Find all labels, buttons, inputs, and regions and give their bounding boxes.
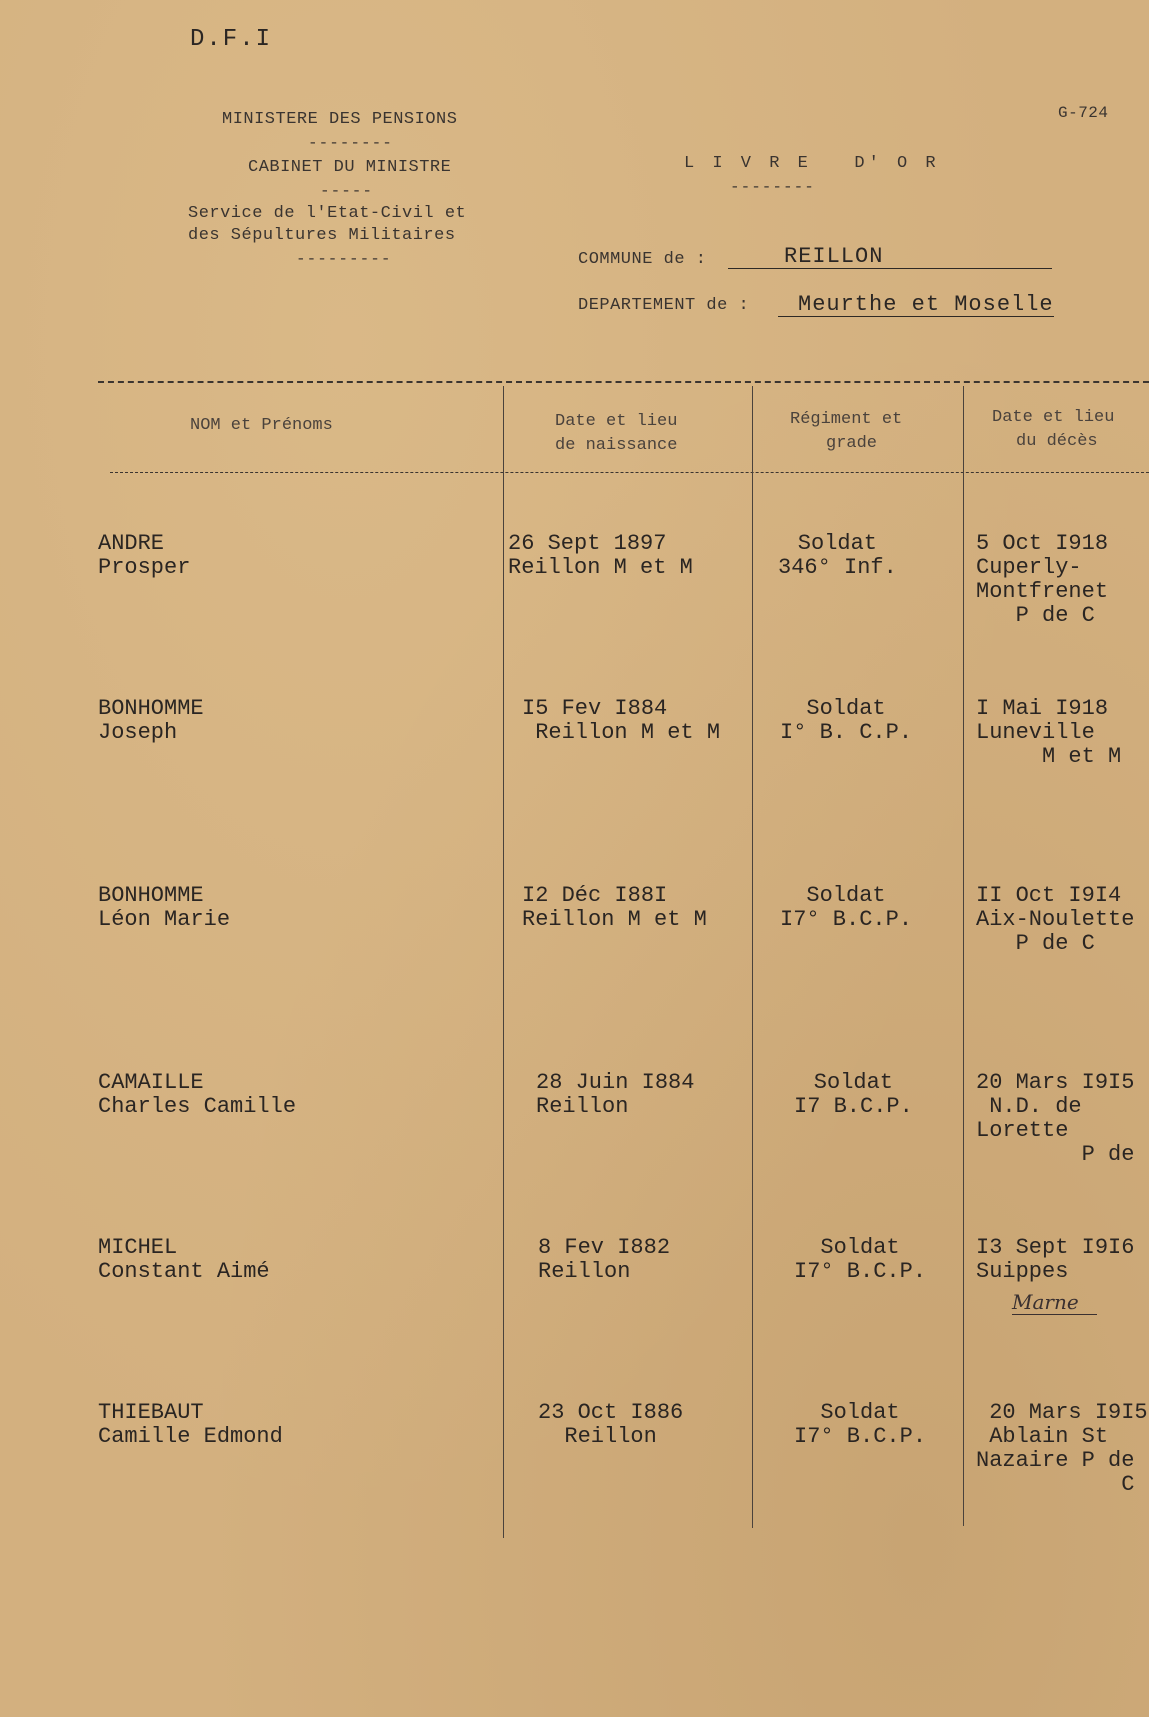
- table-row-death: I3 Sept I9I6 Suippes: [976, 1235, 1135, 1284]
- table-row-birth: I2 Déc I88I Reillon M et M: [522, 883, 707, 932]
- divider: -----: [320, 182, 374, 200]
- table-row-name: MICHEL Constant Aimé: [98, 1235, 270, 1284]
- table-row-regiment: Soldat I7 B.C.P.: [794, 1070, 913, 1119]
- table-row-birth: 26 Sept 1897 Reillon M et M: [508, 531, 693, 580]
- header-death-2: du décès: [1016, 432, 1098, 451]
- table-row-regiment: Soldat I7° B.C.P.: [794, 1400, 927, 1449]
- commune-value: REILLON: [784, 244, 884, 269]
- service-line-2: des Sépultures Militaires: [188, 226, 456, 245]
- handwritten-annotation: Marne: [1012, 1290, 1097, 1315]
- column-divider-2: [752, 386, 753, 1528]
- table-row-name: BONHOMME Léon Marie: [98, 883, 231, 932]
- table-row-birth: 28 Juin I884 Reillon: [536, 1070, 695, 1119]
- table-row-regiment: Soldat I° B. C.P.: [780, 696, 913, 745]
- book-title: L I V R E D' O R: [684, 154, 940, 173]
- reference-number: G-724: [1058, 104, 1109, 122]
- table-row-name: THIEBAUT Camille Edmond: [98, 1400, 283, 1449]
- table-row-name: ANDRE Prosper: [98, 531, 191, 580]
- header-regiment-1: Régiment et: [790, 410, 903, 429]
- table-header-rule: [110, 472, 1149, 473]
- column-divider-1: [503, 386, 504, 1538]
- departement-label: DEPARTEMENT de :: [578, 296, 750, 315]
- table-row-regiment: Soldat I7° B.C.P.: [794, 1235, 927, 1284]
- table-row-birth: 23 Oct I886 Reillon: [538, 1400, 684, 1449]
- column-divider-3: [963, 386, 964, 1526]
- ministry-title: MINISTERE DES PENSIONS: [222, 110, 458, 129]
- header-death-1: Date et lieu: [992, 408, 1115, 427]
- table-top-rule: [98, 381, 1149, 383]
- service-line-1: Service de l'Etat-Civil et: [188, 204, 467, 223]
- divider: --------: [308, 134, 393, 152]
- table-row-birth: I5 Fev I884 Reillon M et M: [522, 696, 721, 745]
- divider: --------: [730, 178, 815, 196]
- table-row-death: 5 Oct I918 Cuperly- Montfrenet P de C: [976, 531, 1109, 628]
- table-row-regiment: Soldat I7° B.C.P.: [780, 883, 913, 932]
- commune-underline: [728, 268, 1052, 269]
- commune-label: COMMUNE de :: [578, 250, 707, 269]
- divider: ---------: [296, 250, 392, 268]
- table-row-death: 20 Mars I9I5 N.D. de Lorette P de: [976, 1070, 1135, 1167]
- header-birth-2: de naissance: [555, 436, 678, 455]
- departement-underline: [778, 316, 1054, 317]
- table-row-birth: 8 Fev I882 Reillon: [538, 1235, 671, 1284]
- departement-value: Meurthe et Moselle: [798, 292, 1054, 317]
- cabinet-title: CABINET DU MINISTRE: [248, 158, 452, 177]
- table-row-death: II Oct I9I4 Aix-Noulette P de C: [976, 883, 1135, 956]
- document-code: D.F.I: [190, 26, 273, 53]
- table-row-name: CAMAILLE Charles Camille: [98, 1070, 297, 1119]
- table-row-death: 20 Mars I9I5 Ablain St Nazaire P de C: [976, 1400, 1148, 1497]
- table-row-name: BONHOMME Joseph: [98, 696, 204, 745]
- header-birth-1: Date et lieu: [555, 412, 678, 431]
- table-row-regiment: Soldat 346° Inf.: [778, 531, 897, 580]
- header-regiment-2: grade: [826, 434, 878, 453]
- header-name: NOM et Prénoms: [190, 416, 333, 435]
- table-row-death: I Mai I918 Luneville M et M: [976, 696, 1122, 769]
